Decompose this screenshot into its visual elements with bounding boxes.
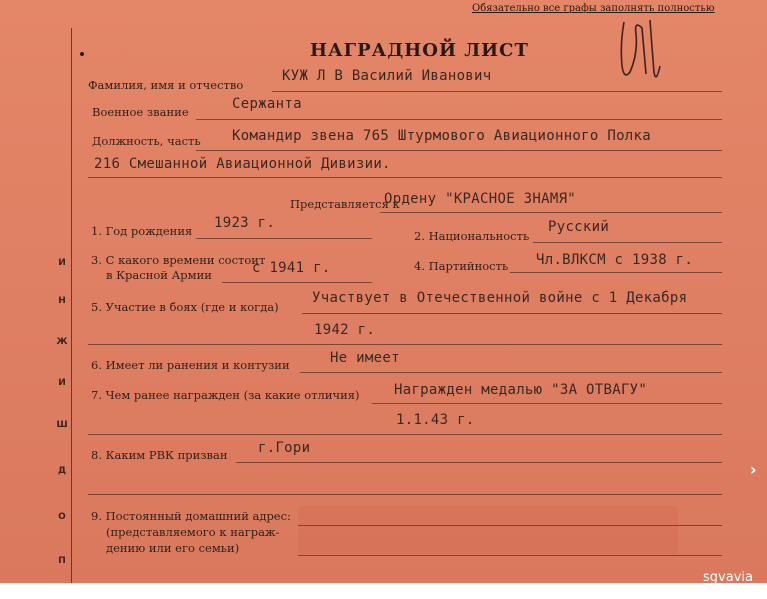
field-line (372, 403, 722, 404)
service-since-value: с 1941 г. (252, 260, 331, 276)
field-line (272, 91, 722, 92)
side-letter: И (58, 258, 66, 268)
field-line (380, 212, 722, 213)
side-letter: П (58, 556, 66, 566)
side-letter: Н (58, 296, 66, 306)
field-line (196, 119, 722, 120)
field-line (222, 282, 372, 283)
punch-dot (80, 52, 84, 56)
birth-year-label: 1. Год рождения (91, 224, 193, 238)
presented-label: Представляется к (290, 197, 400, 211)
service-since-label: 3. С какого времени состоит (91, 253, 266, 267)
party-value: Чл.ВЛКСМ с 1938 г. (536, 252, 694, 268)
address-label-continued: дению или его семьи) (106, 541, 240, 555)
field-line (510, 272, 722, 273)
address-label-continued: (представляемого к награж- (106, 525, 280, 539)
side-letter: О (58, 512, 66, 522)
side-letter: Ж (56, 337, 68, 347)
name-label: Фамилия, имя и отчество (88, 78, 244, 92)
field-line (302, 313, 722, 314)
field-line (88, 434, 722, 435)
combat-label: 5. Участие в боях (где и когда) (91, 300, 279, 314)
nationality-value: Русский (548, 219, 610, 235)
field-line (298, 525, 722, 526)
wounds-value: Не имеет (330, 350, 400, 366)
awards-value-continued: 1.1.43 г. (396, 412, 475, 428)
rank-value: Сержанта (232, 96, 302, 112)
field-line (196, 150, 722, 151)
rank-label: Военное звание (92, 105, 189, 119)
signature-mark (612, 14, 664, 88)
next-page-arrow-icon[interactable]: › (750, 460, 757, 479)
position-label: Должность, часть (92, 134, 201, 148)
side-letter: И (58, 378, 66, 388)
header-note: Обязательно все графы заполнять полностью (472, 3, 715, 14)
position-value: Командир звена 765 Штурмового Авиационного Полка (232, 128, 651, 144)
draft-office-label: 8. Каким РВК призван (91, 448, 228, 462)
awards-label: 7. Чем ранее награжден (за какие отличия) (91, 388, 360, 402)
document-title: НАГРАДНОЙ ЛИСТ (310, 40, 529, 61)
position-value-continued: 216 Смешанной Авиационной Дивизии. (94, 156, 391, 172)
bottom-band (0, 583, 767, 599)
service-since-label-continued: в Красной Армии (106, 268, 212, 282)
side-letter: Д (57, 466, 66, 476)
side-letter: Ш (56, 420, 68, 430)
birth-year-value: 1923 г. (214, 215, 276, 231)
field-line (88, 177, 722, 178)
nationality-label: 2. Национальность (414, 229, 530, 243)
combat-value-continued: 1942 г. (314, 322, 376, 338)
address-label: 9. Постоянный домашний адрес: (91, 509, 291, 523)
field-line (236, 462, 722, 463)
field-line (196, 238, 372, 239)
field-line (298, 555, 722, 556)
field-line (88, 344, 722, 345)
party-label: 4. Партийность (414, 259, 509, 273)
name-value: КУЖ Л В Василий Иванович (282, 68, 492, 84)
field-line (533, 242, 722, 243)
site-watermark: sgvavia (703, 570, 753, 585)
awards-value: Награжден медалью "ЗА ОТВАГУ" (394, 382, 648, 398)
field-line (88, 494, 722, 495)
presented-value: Ордену "КРАСНОЕ ЗНАМЯ" (384, 191, 577, 207)
combat-value: Участвует в Отечественной войне с 1 Декабря (312, 290, 688, 306)
field-line (300, 372, 722, 373)
wounds-label: 6. Имеет ли ранения и контузии (91, 358, 290, 372)
draft-office-value: г.Гори (258, 440, 311, 456)
margin-rule (71, 28, 72, 583)
redacted-address (298, 506, 678, 554)
